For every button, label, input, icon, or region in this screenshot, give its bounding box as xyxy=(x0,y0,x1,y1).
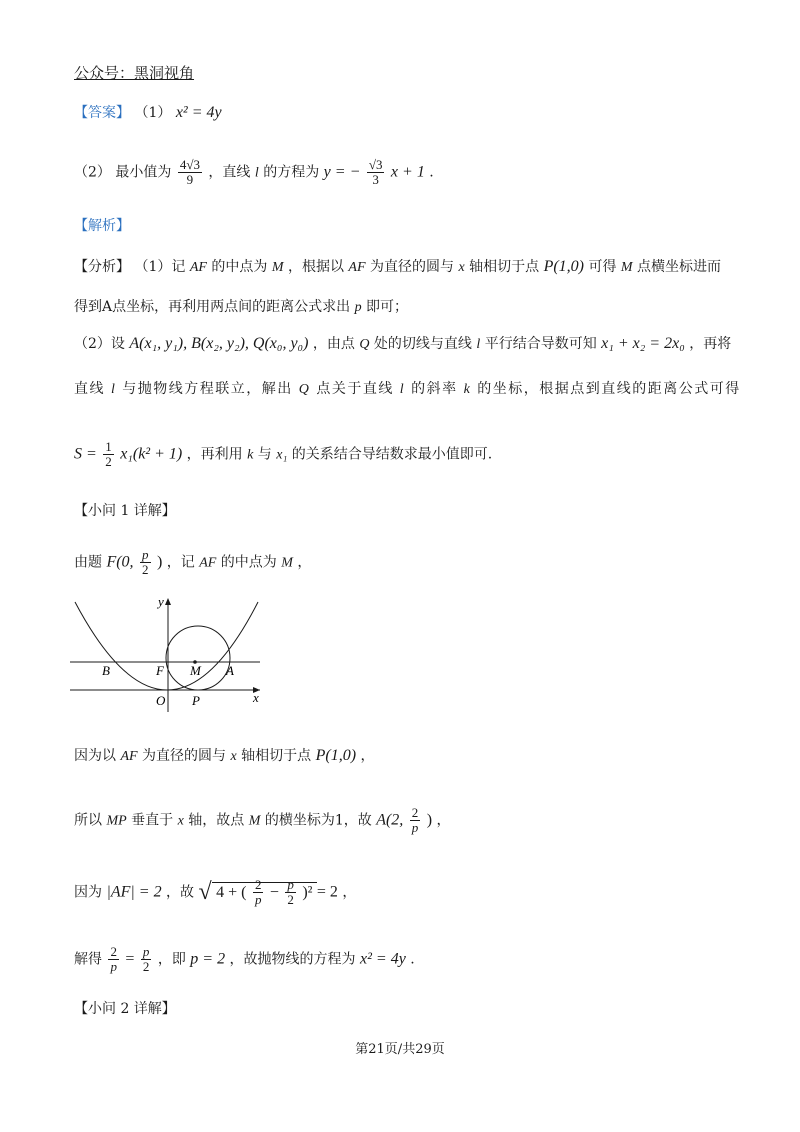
p-half-frac xyxy=(140,548,151,577)
frac-p-over-2 xyxy=(285,878,296,907)
analysis-p2-line2 xyxy=(74,378,741,398)
abs-AF-eq: |AF| = 2 xyxy=(106,883,162,901)
paren: ) xyxy=(156,553,163,571)
sqrt-expr: 4 + ( xyxy=(216,883,247,901)
text: 与抛物线方程联立，解出 xyxy=(122,381,293,397)
param-p: p xyxy=(354,300,362,315)
label-A: A xyxy=(226,663,234,678)
label-P: P xyxy=(192,693,200,708)
q1-step5 xyxy=(74,945,415,974)
label-O: O xyxy=(156,693,166,708)
answer-part2-end: . xyxy=(429,164,434,181)
answer-part2-text-a: 最小值为 xyxy=(115,164,172,181)
text: 的坐标，根据点到直线的距离公式可得 xyxy=(477,381,741,397)
text: 垂直于 xyxy=(131,812,174,829)
text: . xyxy=(410,951,415,968)
frac-numerator: 1 xyxy=(105,439,112,454)
page-number: 第21页/共29页 xyxy=(355,1042,445,1057)
q2-label: 【小问 2 详解】 xyxy=(74,1001,176,1017)
text: ， xyxy=(436,812,451,829)
answer-part1-eq: x² = 4y xyxy=(175,104,222,121)
frac-denominator: p xyxy=(110,959,117,974)
point-M: M xyxy=(271,260,284,275)
text: ，即 xyxy=(157,951,186,968)
line-l-symbol: l xyxy=(399,382,406,397)
analysis-p1-line2 xyxy=(74,296,408,316)
text: 所以 xyxy=(74,812,102,829)
text: ， xyxy=(297,554,312,571)
slope-k: k xyxy=(247,447,254,463)
text: 轴相切于点 xyxy=(241,748,312,764)
frac-denominator: p xyxy=(254,892,262,907)
text: 与 xyxy=(257,446,272,463)
frac-numerator: 2 xyxy=(411,805,419,820)
answer-eq-b: x + 1 xyxy=(390,163,425,181)
text: （2）设 xyxy=(74,336,125,352)
label-B: B xyxy=(102,663,110,678)
axis-x: x xyxy=(458,260,465,275)
point-F: F(0, xyxy=(106,553,134,571)
segment-MP: MP xyxy=(106,813,127,829)
text: 由题 xyxy=(74,554,102,571)
fenxi-label: 【分析】 xyxy=(74,259,130,275)
point-Q: Q xyxy=(359,337,370,352)
segment-AF: AF xyxy=(348,260,366,275)
point-M: M xyxy=(248,813,261,829)
answer-line-2 xyxy=(74,158,434,187)
text: 得到A点坐标，再利用两点间的距离公式求出 xyxy=(74,299,351,315)
axis-x: x xyxy=(177,813,184,829)
minus: − xyxy=(269,883,279,901)
frac-denominator: 2 xyxy=(105,454,112,469)
text: 的关系结合导结数求最小值即可. xyxy=(291,446,493,463)
sqrt-icon: √ xyxy=(198,879,212,905)
text: 点横坐标进而 xyxy=(637,259,722,275)
frac-denominator: 2 xyxy=(142,959,150,974)
segment-AF: AF xyxy=(120,749,138,764)
text: ，由点 xyxy=(312,336,355,352)
y-axis-arrow xyxy=(165,598,171,605)
frac-numerator: √3 xyxy=(368,157,383,172)
line-l-symbol: l xyxy=(254,165,259,181)
point-Q: Q xyxy=(298,382,311,397)
segment-AF: AF xyxy=(189,260,207,275)
sqrt-body xyxy=(212,877,317,907)
q1-step1 xyxy=(74,548,311,577)
frac-numerator: p xyxy=(142,944,150,959)
text: 的中点为 xyxy=(220,554,277,571)
text: 轴，故点 xyxy=(188,812,245,829)
text: 处的切线与直线 xyxy=(373,336,472,352)
text: 可得 xyxy=(588,259,617,275)
frac-denominator: p xyxy=(411,820,419,835)
frac-denominator: 9 xyxy=(186,172,194,187)
area-S: S = xyxy=(74,445,97,463)
text: 的中点为 xyxy=(211,259,268,275)
answer-eq-a: y = − xyxy=(323,163,361,181)
label-F: F xyxy=(156,663,164,678)
answer-part2-num: （2） xyxy=(74,164,111,181)
paren-squared: )² xyxy=(302,883,313,901)
text: 轴相切于点 xyxy=(469,259,540,275)
answer-min-frac xyxy=(178,158,202,187)
point-M: M xyxy=(281,555,293,571)
paren: ) xyxy=(426,811,433,829)
frac-2-over-p xyxy=(253,878,264,907)
frac-numerator: 4√3 xyxy=(179,157,200,172)
area-expr: x₁(k² + 1) xyxy=(120,445,183,463)
q1-step3 xyxy=(74,806,451,835)
var-x1: x₁ xyxy=(276,447,288,463)
frac-denominator: 3 xyxy=(372,172,379,187)
text: 为直径的圆与 xyxy=(369,259,454,275)
text: 即可； xyxy=(366,299,409,315)
watermark-label: 公众号：黑洞视角 xyxy=(74,64,195,82)
frac-denominator: 2 xyxy=(142,562,149,577)
text: ，记 xyxy=(166,554,195,571)
frac-numerator: 2 xyxy=(254,877,262,892)
y-axis-label: y xyxy=(158,594,164,609)
answer-part1-num: （1） xyxy=(134,105,172,121)
text: ，故 xyxy=(166,884,195,901)
q1-label: 【小问 1 详解】 xyxy=(74,503,176,519)
text: 的斜率 xyxy=(411,381,458,397)
half-frac xyxy=(103,440,114,469)
answer-label: 【答案】 xyxy=(74,105,130,121)
text: 因为以 xyxy=(74,748,116,764)
answer-eq-frac xyxy=(367,158,385,187)
x-axis-label: x xyxy=(253,690,259,705)
axis-x: x xyxy=(230,749,237,764)
text: ，根据以 xyxy=(287,259,344,275)
analysis-p1-line1 xyxy=(74,256,721,276)
text: 解得 xyxy=(74,951,102,968)
parabola-eq: x² = 4y xyxy=(360,950,406,968)
equals: = xyxy=(125,950,135,968)
text: 为直径的圆与 xyxy=(142,748,227,764)
line-l-symbol: l xyxy=(110,382,117,397)
text: （1）记 xyxy=(134,259,186,275)
text: 直线 xyxy=(74,381,105,397)
p-equals-2: p = 2 xyxy=(190,950,226,968)
points-ABQ: A(x₁, y₁), B(x₂, y₂), Q(x₀, y₀) xyxy=(129,335,309,352)
analysis-p2-line1 xyxy=(74,333,731,353)
parabola-figure xyxy=(70,592,270,717)
point-A: A(2, xyxy=(376,811,404,829)
sum-eq: x₁ + x₂ = 2x₀ xyxy=(601,335,685,352)
text: ，故抛物线的方程为 xyxy=(229,951,356,968)
point-P: P(1,0) xyxy=(315,747,357,764)
label-M: M xyxy=(190,663,201,678)
frac-2-over-p xyxy=(108,945,119,974)
frac-numerator: p xyxy=(287,877,294,892)
point-M: M xyxy=(620,260,633,275)
frac-numerator: 2 xyxy=(110,944,117,959)
answer-part2-text-c: 的方程为 xyxy=(263,164,320,181)
line-l-symbol: l xyxy=(476,337,481,352)
text: ，再将 xyxy=(689,336,732,352)
segment-AF: AF xyxy=(199,555,217,571)
point-P: P(1,0) xyxy=(543,258,584,275)
q1-step4 xyxy=(74,878,356,907)
frac-p-over-2 xyxy=(141,945,152,974)
text: 平行结合导数可知 xyxy=(484,336,597,352)
frac-denominator: 2 xyxy=(287,892,294,907)
text: 点关于直线 xyxy=(316,381,394,397)
q1-step2 xyxy=(74,745,374,765)
text: ，再利用 xyxy=(186,446,243,463)
text: ， xyxy=(342,884,357,901)
two-over-p-frac xyxy=(410,806,421,835)
equals-2: = 2 xyxy=(316,883,338,901)
frac-numerator: p xyxy=(142,547,149,562)
text: ， xyxy=(360,748,375,764)
analysis-p2-line3 xyxy=(74,440,492,469)
slope-k: k xyxy=(463,382,472,397)
text: 因为 xyxy=(74,884,102,901)
answer-part2-text-b: ，直线 xyxy=(208,164,251,181)
text: 的横坐标为1，故 xyxy=(264,812,372,829)
analysis-label: 【解析】 xyxy=(74,218,130,234)
answer-line-1 xyxy=(74,102,222,122)
